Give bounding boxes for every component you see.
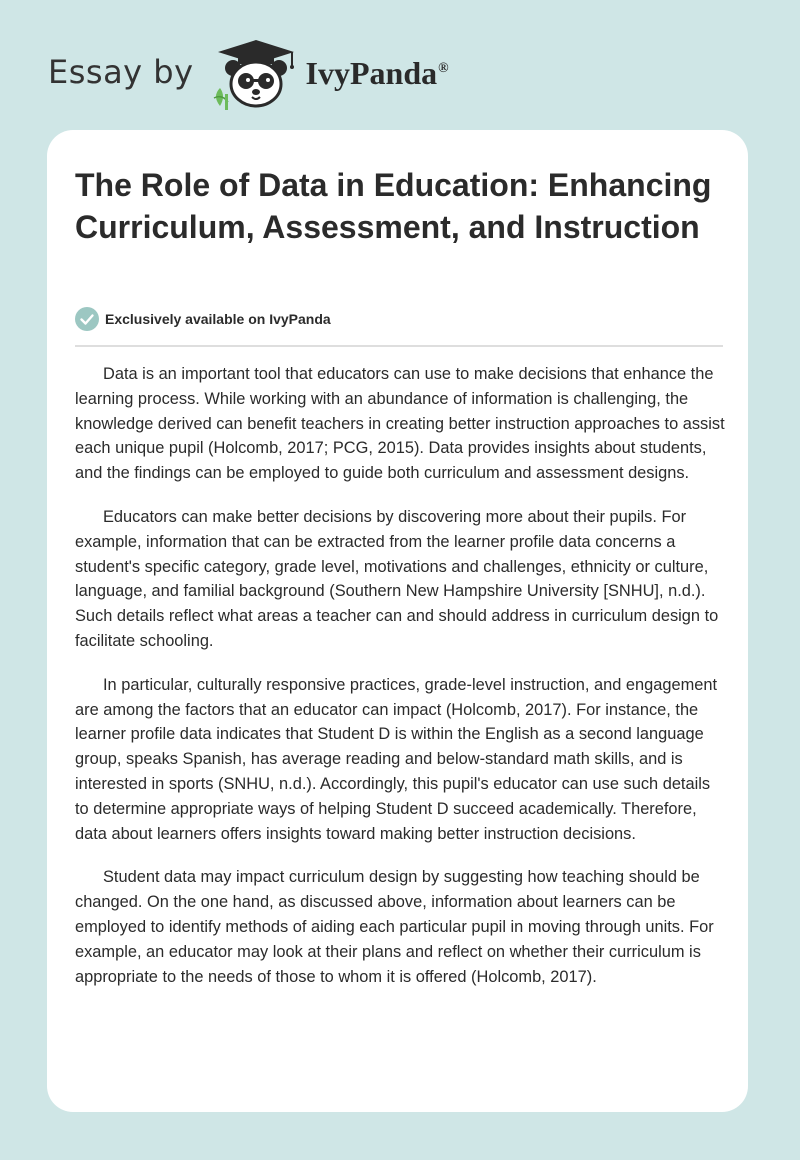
essay-card — [47, 130, 748, 1112]
paragraph: In particular, culturally responsive practices, grade-level instruction, and engagement are among the factors that an educator can impact (Holcomb, 2017). For instance, the learner profile data indicates that Student D is within the English as a second language group, speaks Spanish, has average reading and below-standard math skills, and is interested in sports (SNHU, n.d.). Accordingly, this pupil's educator can use such details to determine appropriate ways of helping Student D succeed academically. Therefore, data about learners offers insights toward making better instruction decisions. — [75, 675, 718, 843]
essay-by-label: Essay by — [48, 53, 194, 91]
brand-header — [48, 36, 449, 112]
registered-mark: ® — [438, 60, 449, 76]
essay-body — [75, 362, 727, 1008]
brand-name: IvyPanda® — [305, 54, 449, 91]
panda-graduate-icon — [208, 36, 304, 112]
exclusive-label: Exclusively available on IvyPanda — [105, 311, 331, 327]
divider — [75, 345, 723, 347]
paragraph: Educators can make better decisions by discovering more about their pupils. For example, information that can be extracted from the learner profile data concerns a student's specific category, grade level, motivations and challenges, ethnicity or culture, language, and familial background (Southern New Hampshire University [SNHU], n.d.). Such details reflect what areas a teacher can and should address in curriculum design to facilitate schooling. — [75, 507, 719, 650]
paragraph: Student data may impact curriculum design by suggesting how teaching should be changed. On the one hand, as discussed above, information about learners can be employed to identify methods of aiding each particular pupil in moving through units. For example, an educator may look at their plans and reflect on whether their curriculum is appropriate to the needs of those to whom it is offered (Holcomb, 2017). — [75, 868, 714, 986]
paragraph: Data is an important tool that educators can use to make decisions that enhance the learning process. While working with an abundance of information is challenging, the knowledge derived can benefit teachers in creating better instruction approaches to assist each unique pupil (Holcomb, 2017; PCG, 2015). Data provides insights about students, and the findings can be employed to guide both curriculum and assessment designs. — [75, 365, 725, 483]
page-title: The Role of Data in Education: Enhancing Curriculum, Assessment, and Instruction — [75, 167, 712, 245]
exclusive-badge — [75, 307, 331, 331]
check-badge-icon — [75, 307, 99, 331]
